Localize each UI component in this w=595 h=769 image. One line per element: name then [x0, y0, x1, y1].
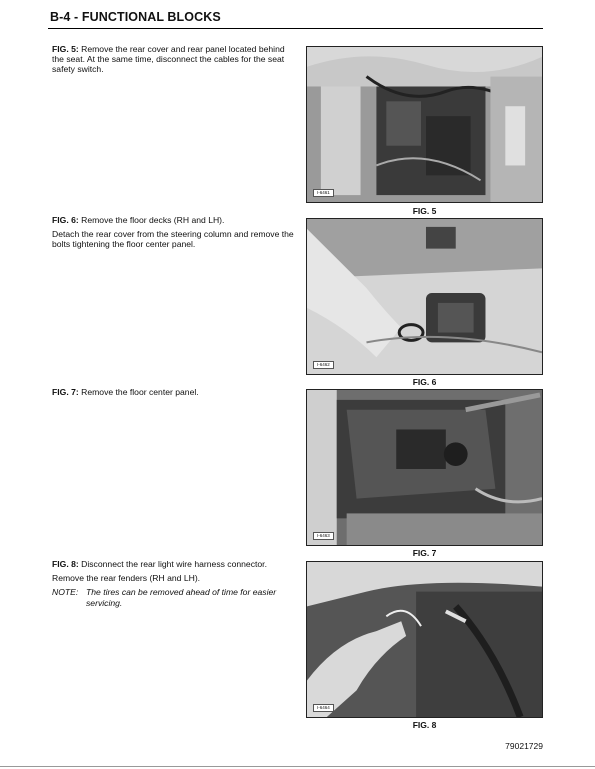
fig6-paragraph-2: Detach the rear cover from the steering column and remove the bolts tightening the floor center panel. [52, 229, 294, 250]
fig7-photo-id: I-6463 [313, 532, 334, 540]
fig8-text [52, 559, 294, 608]
fig8-note [52, 587, 294, 607]
note-text: The tires can be removed ahead of time for easier servicing. [86, 587, 277, 608]
fig6-label: FIG. 6: [52, 215, 79, 225]
fig5-text [52, 44, 294, 79]
page-number: 79021729 [505, 741, 543, 751]
page-title: B-4 - FUNCTIONAL BLOCKS [50, 10, 221, 24]
fig7-instruction: Remove the floor center panel. [81, 387, 199, 397]
fig6-photo-id: I-6462 [313, 361, 334, 369]
fig5-paragraph-1 [52, 44, 294, 75]
fig5-photo-id: I-6461 [313, 189, 334, 197]
fig5-instruction: Remove the rear cover and rear panel located behind the seat. At the same time, disconnect the cables for the seat safety switch. [52, 44, 285, 75]
fig8-paragraph-2: Remove the rear fenders (RH and LH). [52, 573, 201, 584]
fig7-photo [306, 389, 543, 546]
fig6-caption: FIG. 6 [412, 377, 437, 387]
fig7-paragraph-1 [52, 387, 294, 397]
fig7-label: FIG. 7: [52, 387, 79, 397]
header-divider [48, 28, 543, 29]
fig8-paragraph-1 [52, 559, 294, 569]
footer-divider [0, 766, 595, 767]
fig5-photo [306, 46, 543, 203]
fig5-label: FIG. 5: [52, 44, 79, 54]
fig6-photo [306, 218, 543, 375]
fig8-caption: FIG. 8 [412, 720, 437, 730]
fig7-caption: FIG. 7 [412, 548, 437, 558]
fig5-caption: FIG. 5 [412, 206, 437, 216]
fig6-paragraph-1 [52, 215, 294, 225]
fig8-photo-id: I-6464 [313, 704, 334, 712]
note-label: NOTE: [52, 587, 79, 598]
fig6-text [52, 215, 294, 254]
fig6-instruction-1: Remove the floor decks (RH and LH). [81, 215, 225, 225]
fig7-text [52, 387, 294, 401]
fig8-label: FIG. 8: [52, 559, 79, 569]
fig8-photo [306, 561, 543, 718]
fig8-instruction-1: Disconnect the rear light wire harness connector. [81, 559, 267, 569]
